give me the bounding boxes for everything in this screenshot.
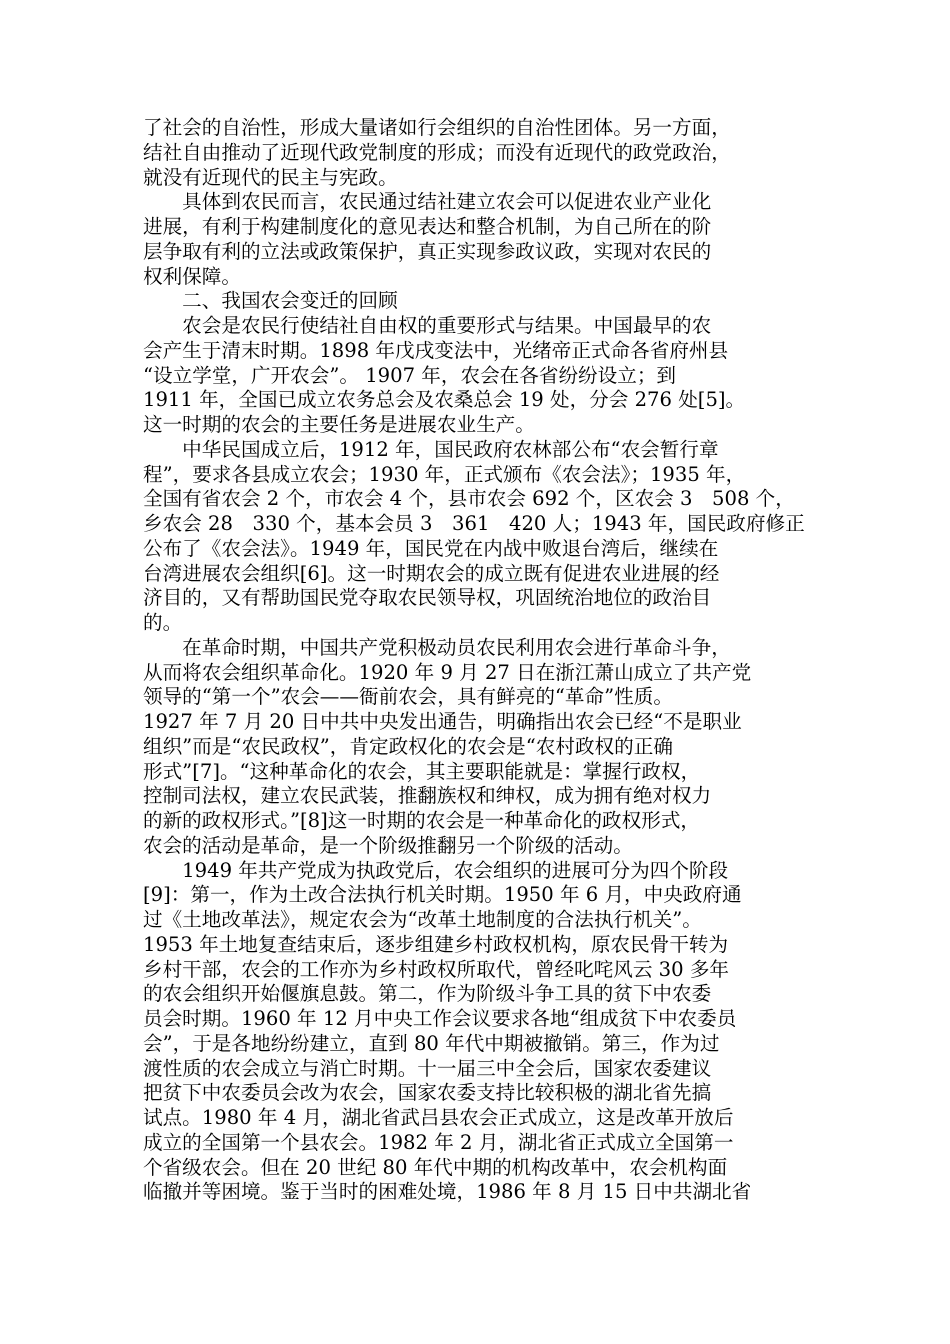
text-line: 具体到农民而言，农民通过结社建立农会可以促进农业产业化 [143,190,712,214]
text-line: 形式”[7]。“这种革命化的农会，其主要职能就是：掌握行政权， [143,759,701,783]
text-line: 就没有近现代的民主与宪政。 [143,165,398,189]
text-line: “设立学堂，广开农会”。 1907 年，农会在各省纷纷设立；到 [143,363,677,387]
text-line: 了社会的自治性，形成大量诸如行会组织的自治性团体。另一方面， [143,116,731,139]
text-line: 成立的全国第一个县农会。1982 年 2 月，湖北省正式成立全国第一 [143,1130,734,1154]
paragraph [143,859,807,1206]
text-line: 临撤并等困境。鉴于当时的困难处境，1986 年 8 月 15 日中共湖北省 [143,1180,752,1204]
text-line: 组织”而是“农民政权”，肯定政权化的农会是“农村政权的正确 [143,734,673,758]
text-line: 济目的，又有帮助国民党夺取农民领导权，巩固统治地位的政治目 [143,586,712,610]
text-line: 二、我国农会变迁的回顾 [143,289,398,313]
paragraph [143,190,807,289]
text-line: 个省级农会。但在 20 世纪 80 年代中期的机构改革中，农会机构面 [143,1155,728,1179]
paragraph [143,636,807,859]
text-line: 乡村干部，农会的工作亦为乡村政权所取代，曾经叱咤风云 30 多年 [143,957,730,981]
paragraph [143,438,807,636]
text-line: 的农会组织开始偃旗息鼓。第二，作为阶级斗争工具的贫下中农委 [143,982,712,1006]
text-line: 的。 [143,611,183,634]
text-line: 试点。1980 年 4 月，湖北省武吕县农会正式成立，这是改革开放后 [143,1106,734,1129]
text-line: 会产生于清末时期。1898 年戊戌变法中，光绪帝正式命各省府州县 [143,338,729,362]
text-line: 结社自由推动了近现代政党制度的形成；而没有近现代的政党政治， [143,140,731,164]
text-line: 公布了《农会法》。1949 年，国民党在内战中败退台湾后，继续在 [143,536,719,560]
text-line: 层争取有利的立法或政策保护，真正实现参政议政，实现对农民的 [143,239,712,263]
text-line: 农会的活动是革命，是一个阶级推翻另一个阶级的活动。 [143,833,633,857]
text-line: 领导的“第一个”农会——衙前农会，具有鲜亮的“革命”性质。 [143,685,673,709]
paragraph [143,116,807,190]
text-line: 乡农会 28 330 个，基本会员 3 361 420 人；1943 年，国民政府修正 [143,512,805,535]
paragraph [143,314,807,438]
text-line: 1911 年，全国已成立农务总会及农桑总会 19 处，分会 276 处[5]。 [143,388,746,412]
text-line: 全国有省农会 2 个，市农会 4 个，县市农会 692 个，区农会 3 508 个， [143,487,795,511]
text-line: 在革命时期，中国共产党积极动员农民利用农会进行革命斗争， [143,635,731,659]
text-line: 的新的政权形式。”[8]这一时期的农会是一种革命化的政权形式， [143,809,701,832]
text-line: 权利保障。 [143,264,241,288]
text-line: 程”，要求各县成立农会；1930 年，正式颁布《农会法》；1935 年， [143,462,746,486]
text-line: 台湾进展农会组织[6]。这一时期农会的成立既有促进农业进展的经 [143,561,720,585]
text-line: 员会时期。1960 年 12 月中央工作会议要求各地“组成贫下中农委员 [143,1007,737,1030]
text-line: 过《土地改革法》，规定农会为“改革土地制度的合法执行机关”。 [143,908,702,931]
text-line: 中华民国成立后，1912 年，国民政府农林部公布“农会暂行章 [143,437,719,461]
text-line: 控制司法权，建立农民武装，推翻族权和绅权，成为拥有绝对权力 [143,784,712,808]
text-line: 把贫下中农委员会改为农会，国家农委支持比较积极的湖北省先搞 [143,1081,712,1105]
text-line: 从而将农会组织革命化。1920 年 9 月 27 日在浙江萧山成立了共产党 [143,660,752,684]
paragraph [143,289,807,314]
document-page [143,116,807,1205]
text-line: 进展，有利于构建制度化的意见表达和整合机制，为自己所在的阶 [143,215,712,238]
text-line: 会”，于是各地纷纷建立，直到 80 年代中期被撤销。第三，作为过 [143,1031,720,1055]
text-line: 1927 年 7 月 20 日中共中央发出通告，明确指出农会已经“不是职业 [143,710,742,733]
text-line: 这一时期的农会的主要任务是进展农业生产。 [143,413,535,436]
text-line: 农会是农民行使结社自由权的重要形式与结果。中国最早的农 [143,314,712,337]
text-line: 1949 年共产党成为执政党后，农会组织的进展可分为四个阶段 [143,858,729,882]
text-line: 渡性质的农会成立与消亡时期。十一届三中全会后，国家农委建议 [143,1056,712,1080]
text-line: [9]：第一，作为土改合法执行机关时期。1950 年 6 月，中央政府通 [143,883,742,907]
text-line: 1953 年土地复查结束后，逐步组建乡村政权机构，原农民骨干转为 [143,932,729,956]
